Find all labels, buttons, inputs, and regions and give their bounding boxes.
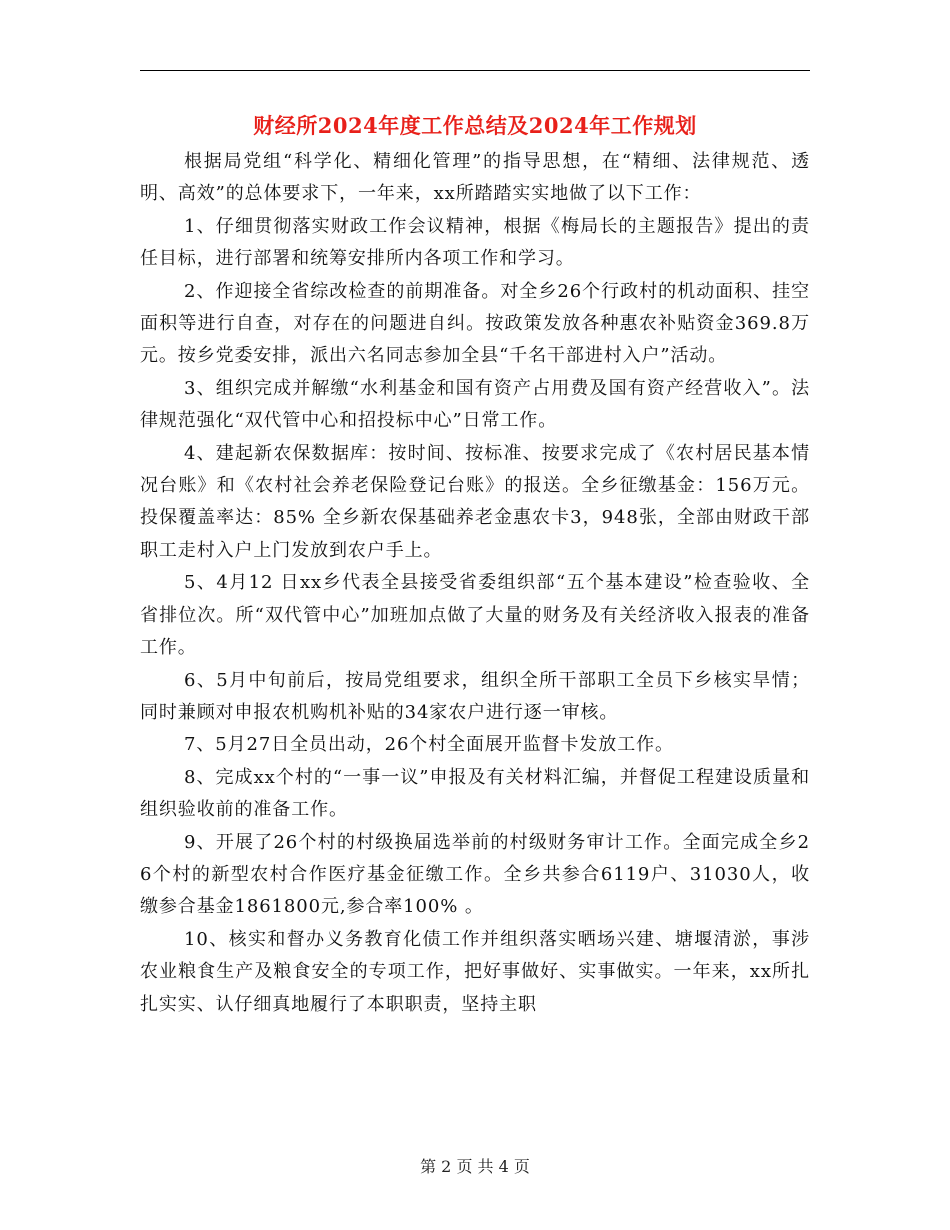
- paragraph-item-2: 2、作迎接全省综改检查的前期准备。对全乡26个行政村的机动面积、挂空面积等进行自查，对存在的问题进自纠。按政策发放各种惠农补贴资金369.8万元。按乡党委安排，派出六名同志参加全县“千名干部进村入户”活动。: [140, 280, 810, 367]
- paragraph-item-8: 8、完成xx个村的“一事一议”申报及有关材料汇编，并督促工程建设质量和组织验收前的准备工作。: [140, 766, 810, 821]
- page-footer: 第 2 页 共 4 页: [420, 1157, 530, 1176]
- paragraph-item-5: 5、4月12 日xx乡代表全县接受省委组织部“五个基本建设”检查验收、全省排位次。所“双代管中心”加班加点做了大量的财务及有关经济收入报表的准备工作。: [140, 572, 810, 659]
- paragraph-item-4: 4、建起新农保数据库：按时间、按标准、按要求完成了《农村居民基本情况台账》和《农村社会养老保险登记台账》的报送。全乡征缴基金：156万元。投保覆盖率达：85% 全乡新农保基础养老金惠农卡3，948张，全部由财政干部职工走村入户上门发放到农户手上。: [140, 442, 810, 561]
- document-title: 财经所2024年度工作总结及2024年工作规划: [253, 113, 697, 138]
- paragraph-item-6: 6、5月中旬前后，按局党组要求，组织全所干部职工全员下乡核实旱情；同时兼顾对申报农机购机补贴的34家农户进行逐一审核。: [140, 669, 810, 723]
- paragraph-item-9: 9、开展了26个村的村级换届选举前的村级财务审计工作。全面完成全乡26个村的新型农村合作医疗基金征缴工作。全乡共参合6119户、31030人，收缴参合基金1861800元,参合率100% 。: [140, 831, 810, 918]
- paragraph-item-7: 7、5月27日全员出动，26个村全面展开监督卡发放工作。: [184, 734, 674, 756]
- paragraph-item-10: 10、核实和督办义务教育化债工作并组织落实晒场兴建、塘堰清淤，事涉农业粮食生产及粮食安全的专项工作，把好事做好、实事做实。一年来，xx所扎扎实实、认仔细真地履行了本职职责，坚持主职: [140, 928, 810, 1015]
- paragraph-intro: 根据局党组“科学化、精细化管理”的指导思想，在“精细、法律规范、透明、高效”的总体要求下，一年来，xx所踏踏实实地做了以下工作：: [140, 151, 810, 205]
- paragraph-item-3: 3、组织完成并解缴“水利基金和国有资产占用费及国有资产经营收入”。法律规范强化“双代管中心和招投标中心”日常工作。: [140, 377, 810, 432]
- paragraph-item-1: 1、仔细贯彻落实财政工作会议精神，根据《梅局长的主题报告》提出的责任目标，进行部署和统筹安排所内各项工作和学习。: [140, 215, 810, 270]
- header-rule: [140, 70, 810, 71]
- document-body: [140, 146, 810, 1021]
